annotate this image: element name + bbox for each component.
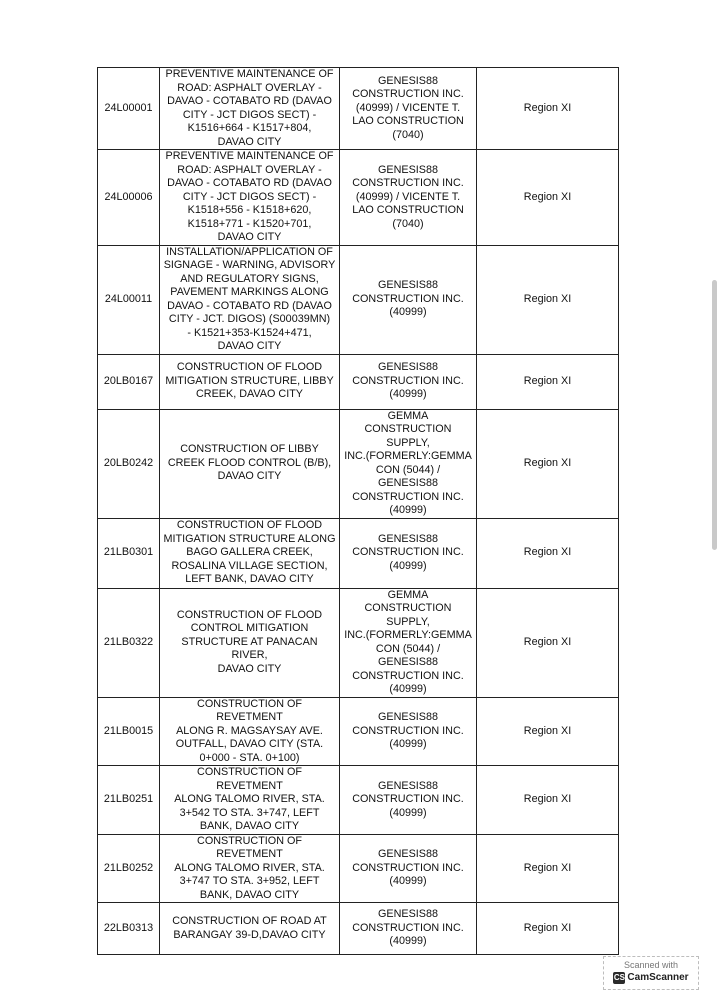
project-description-cell: CONSTRUCTION OF LIBBY CREEK FLOOD CONTROL (B/B), DAVAO CITY [160,409,340,518]
watermark-brand: CamScanner [627,972,689,983]
contract-id-cell: 24L00011 [98,245,160,354]
table-row [98,834,619,903]
contract-id-cell: 24L00006 [98,150,160,246]
region-cell: Region XI [477,150,619,246]
contract-id-cell: 21LB0322 [98,588,160,697]
contractor-cell: GENESIS88 CONSTRUCTION INC. (40999) / VICENTE T. LAO CONSTRUCTION (7040) [340,68,477,150]
region-cell: Region XI [477,409,619,518]
table-row [98,903,619,955]
contract-id-cell: 20LB0242 [98,409,160,518]
project-description-cell: CONSTRUCTION OF FLOOD CONTROL MITIGATION STRUCTURE AT PANACAN RIVER, DAVAO CITY [160,588,340,697]
contract-id-cell: 21LB0015 [98,697,160,766]
project-description-cell: CONSTRUCTION OF REVETMENT ALONG TALOMO RIVER, STA. 3+542 TO STA. 3+747, LEFT BANK, DAVAO CITY [160,766,340,835]
table-row [98,766,619,835]
contractor-cell: GENESIS88 CONSTRUCTION INC. (40999) [340,766,477,835]
region-cell: Region XI [477,68,619,150]
project-description-cell: CONSTRUCTION OF REVETMENT ALONG R. MAGSAYSAY AVE. OUTFALL, DAVAO CITY (STA. 0+000 - STA. 0+100) [160,697,340,766]
scrollbar[interactable] [712,280,717,550]
camscanner-logo-icon: CS [613,973,625,982]
contract-id-cell: 21LB0301 [98,518,160,588]
project-description-cell: CONSTRUCTION OF FLOOD MITIGATION STRUCTURE ALONG BAGO GALLERA CREEK, ROSALINA VILLAGE SECTION, LEFT BANK, DAVAO CITY [160,518,340,588]
table-row [98,518,619,588]
contract-id-cell: 20LB0167 [98,354,160,409]
contractor-cell: GENESIS88 CONSTRUCTION INC. (40999) / VICENTE T. LAO CONSTRUCTION (7040) [340,150,477,246]
project-description-cell: CONSTRUCTION OF ROAD AT BARANGAY 39-D,DAVAO CITY [160,903,340,955]
region-cell: Region XI [477,834,619,903]
contract-id-cell: 24L00001 [98,68,160,150]
contract-id-cell: 21LB0251 [98,766,160,835]
project-description-cell: CONSTRUCTION OF REVETMENT ALONG TALOMO RIVER, STA. 3+747 TO STA. 3+952, LEFT BANK, DAVAO CITY [160,834,340,903]
project-description-cell: CONSTRUCTION OF FLOOD MITIGATION STRUCTURE, LIBBY CREEK, DAVAO CITY [160,354,340,409]
region-cell: Region XI [477,518,619,588]
contract-id-cell: 21LB0252 [98,834,160,903]
contractor-cell: GENESIS88 CONSTRUCTION INC. (40999) [340,903,477,955]
table-row [98,245,619,354]
region-cell: Region XI [477,588,619,697]
contractor-cell: GENESIS88 CONSTRUCTION INC. (40999) [340,245,477,354]
contractor-cell: GEMMA CONSTRUCTION SUPPLY, INC.(FORMERLY:GEMMA CON (5044) / GENESIS88 CONSTRUCTION INC. (40999) [340,409,477,518]
table-row [98,409,619,518]
contractor-cell: GENESIS88 CONSTRUCTION INC. (40999) [340,834,477,903]
table-row [98,697,619,766]
contractor-cell: GENESIS88 CONSTRUCTION INC. (40999) [340,518,477,588]
camscanner-watermark [603,956,699,990]
project-description-cell: PREVENTIVE MAINTENANCE OF ROAD: ASPHALT OVERLAY - DAVAO - COTABATO RD (DAVAO CITY - JCT DIGOS SECT) - K1516+664 - K1517+804, DAVAO CITY [160,68,340,150]
contractor-cell: GEMMA CONSTRUCTION SUPPLY, INC.(FORMERLY:GEMMA CON (5044) / GENESIS88 CONSTRUCTION INC. (40999) [340,588,477,697]
watermark-brand-row [604,972,698,984]
contract-id-cell: 22LB0313 [98,903,160,955]
project-description-cell: PREVENTIVE MAINTENANCE OF ROAD: ASPHALT OVERLAY - DAVAO - COTABATO RD (DAVAO CITY - JCT DIGOS SECT) - K1518+556 - K1518+620, K1518+771 - K1520+701, DAVAO CITY [160,150,340,246]
table-row [98,150,619,246]
region-cell: Region XI [477,354,619,409]
table-row [98,354,619,409]
watermark-caption: Scanned with [623,960,679,970]
contractor-cell: GENESIS88 CONSTRUCTION INC. (40999) [340,697,477,766]
region-cell: Region XI [477,766,619,835]
region-cell: Region XI [477,697,619,766]
contractor-cell: GENESIS88 CONSTRUCTION INC. (40999) [340,354,477,409]
projects-table [97,67,619,955]
region-cell: Region XI [477,903,619,955]
region-cell: Region XI [477,245,619,354]
project-description-cell: INSTALLATION/APPLICATION OF SIGNAGE - WARNING, ADVISORY AND REGULATORY SIGNS, PAVEMENT MARKINGS ALONG DAVAO - COTABATO RD (DAVAO CITY - JCT. DIGOS) (S00039MN) - K1521+353-K1524+471, DAVAO CITY [160,245,340,354]
table-row [98,588,619,697]
table-row [98,68,619,150]
